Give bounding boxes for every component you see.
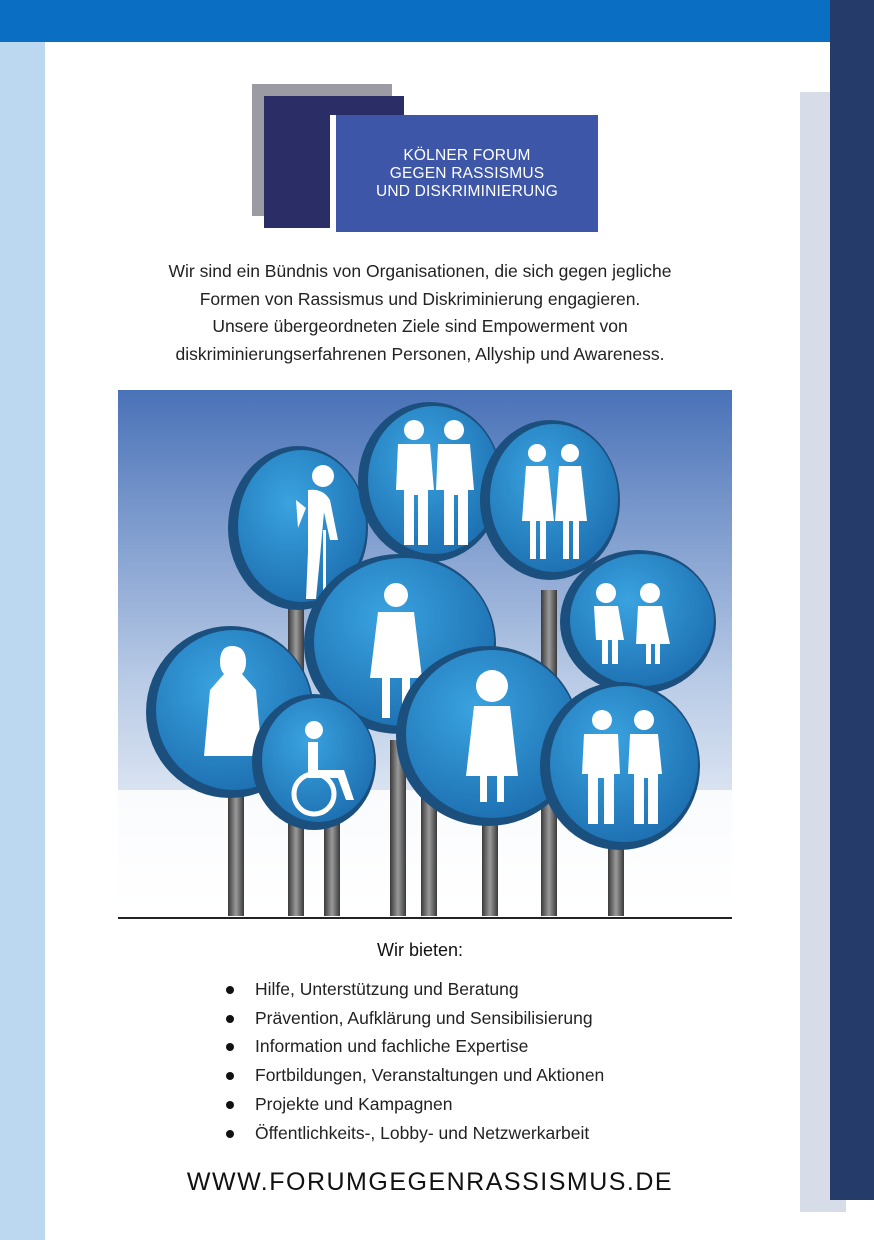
list-item-label: Information und fachliche Expertise [255, 1036, 529, 1057]
bullet-icon [226, 986, 234, 994]
forum-logo [252, 84, 598, 232]
logo-title-box [336, 115, 598, 232]
offer-list [223, 975, 604, 1147]
list-item [223, 1090, 604, 1119]
intro-text [90, 258, 750, 368]
list-item-label: Fortbildungen, Veranstaltungen und Aktionen [255, 1065, 605, 1086]
list-item [223, 975, 604, 1004]
bullet-icon [226, 1072, 234, 1080]
diversity-signs-illustration [118, 390, 732, 920]
intro-line: Unsere übergeordneten Ziele sind Empowerment von [212, 316, 628, 336]
couple-icon [358, 402, 502, 562]
wheelchair-icon [252, 694, 376, 830]
logo-line-1: KÖLNER FORUM [403, 146, 531, 164]
bullet-icon [226, 1101, 234, 1109]
offer-heading: Wir bieten: [376, 940, 464, 960]
diverse-couple-icon [540, 682, 700, 850]
bullet-icon [226, 1043, 234, 1051]
two-women-icon [480, 420, 620, 580]
logo-line-3: UND DISKRIMINIERUNG [375, 182, 559, 200]
website-link[interactable]: WWW.FORUMGEGENRASSISMUS.DE [186, 1168, 674, 1196]
intro-line: Wir sind ein Bündnis von Organisationen, die sich gegen jegliche [168, 261, 672, 281]
intro-line: Formen von Rassismus und Diskriminierung engagieren. [199, 288, 641, 309]
logo-line-2: GEGEN RASSISMUS [389, 164, 545, 182]
list-item [223, 1061, 604, 1090]
list-item-label: Prävention, Aufklärung und Sensibilisierung [255, 1007, 593, 1028]
intro-line: diskriminierungserfahrenen Personen, Allyship und Awareness. [175, 343, 665, 364]
list-item [223, 1119, 604, 1148]
top-color-bar [0, 0, 874, 42]
signs-svg [118, 390, 732, 920]
list-item [223, 1004, 604, 1033]
left-color-band [0, 42, 45, 1240]
bullet-icon [226, 1130, 234, 1138]
list-item-label: Hilfe, Unterstützung und Beratung [255, 979, 519, 999]
right-navy-band [830, 0, 874, 1200]
list-item-label: Öffentlichkeits-, Lobby- und Netzwerkarbeit [255, 1122, 590, 1143]
list-item-label: Projekte und Kampagnen [255, 1093, 453, 1114]
list-item [223, 1032, 604, 1061]
bullet-icon [226, 1015, 234, 1023]
children-icon [560, 550, 716, 694]
